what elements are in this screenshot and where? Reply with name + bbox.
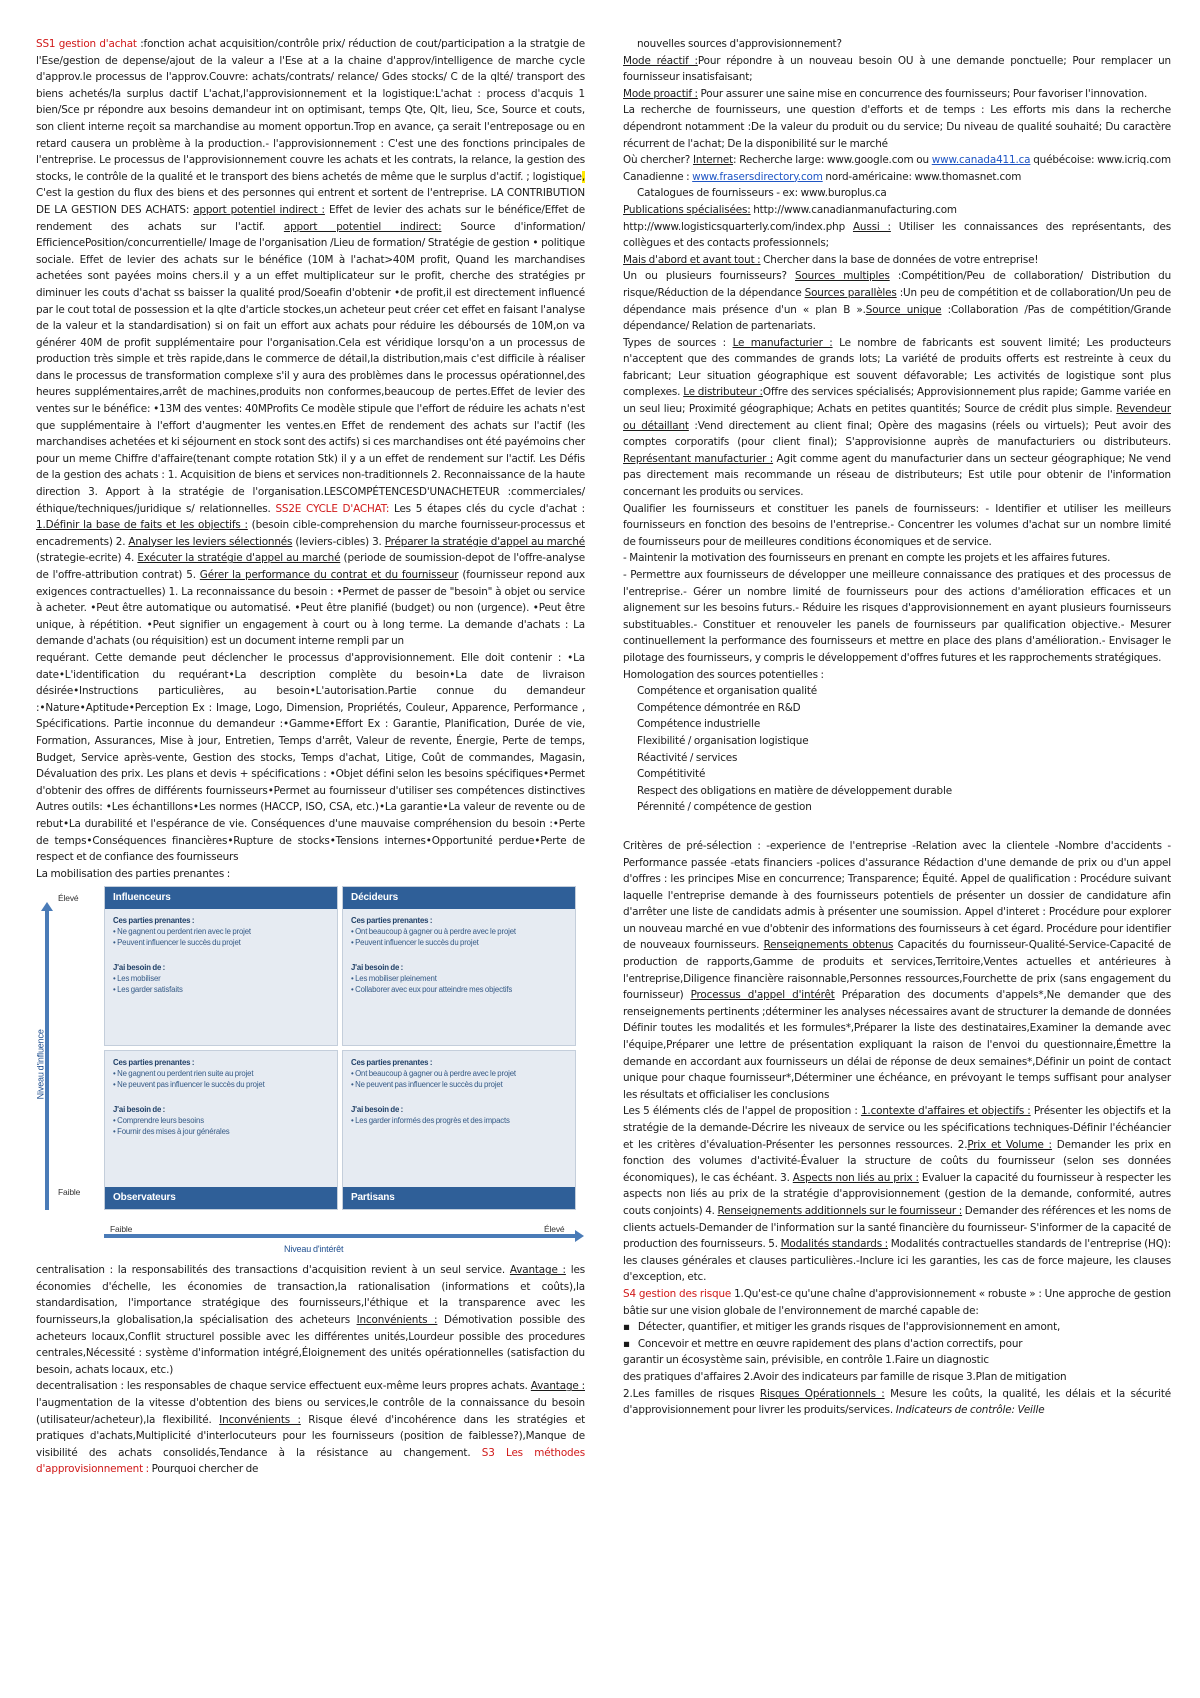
step-4: Exécuter la stratégie d'appel au marché xyxy=(137,552,341,565)
homologation-list xyxy=(623,683,1171,816)
quadrant-partisans: Ces parties prenantes : • Ont beaucoup à gagner ou à perdre avec le projet • Ne peuvent pas influencer le succès du projet J'ai besoin de : • Les garder informés des progrès et des impacts Partisans xyxy=(342,1050,576,1210)
list-item: Flexibilité / organisation logistique xyxy=(637,734,809,747)
x-high-label: Élevé xyxy=(544,1224,565,1235)
mode-reactif: Mode réactif : xyxy=(623,54,698,67)
link-frasers[interactable]: www.frasersdirectory.com xyxy=(692,170,823,183)
section-heading-s4: S4 gestion des risque xyxy=(623,1287,732,1300)
stakeholder-matrix xyxy=(34,886,586,1256)
list-item: ▪ Détecter, quantifier, et mitiger les grands risques de l'approvisionnement en amont, xyxy=(623,1321,1061,1334)
quadrant-title: Décideurs xyxy=(343,887,575,909)
quadrant-observateurs: Ces parties prenantes : • Ne gagnent ou perdent rien suite au projet • Ne peuvent pas influencer le succès du projet J'ai besoin de : • Comprendre leurs besoins • Fournir des mises à jour générales Observateurs xyxy=(104,1050,338,1210)
quadrant-title: Influenceurs xyxy=(105,887,337,909)
y-axis-title: Niveau d'influence xyxy=(35,1029,46,1100)
paragraph-mobilisation: La mobilisation des parties prenantes : xyxy=(36,867,231,880)
mode-proactif: Mode proactif : xyxy=(623,87,698,100)
step-2: Analyser les leviers sélectionnés xyxy=(128,535,293,548)
list-item: Pérennité / compétence de gestion xyxy=(637,801,812,814)
y-high-label: Élevé xyxy=(58,893,79,904)
link-canada411[interactable]: www.canada411.ca xyxy=(931,154,1031,167)
paragraph-demande: requérant. Cette demande peut déclencher le processus d'approvisionnement. Elle doit contenir : •La date•L'identification du requérant•La description complète du besoin•La date de livraison désirée•Instructions particulières, au besoin•L'autorisation.Partie connue du demandeur :•Nature•Aptitude•Perception Ex : Image, Logo, Dimension, Propriétés, Couleur, Apparence, Performance , Spécifications. Partie inconnue du demandeur :•Gamme•Effort Ex : Garantie, Planification, Durée de vie, Formation, Assurances, Mise à jour, Entretien, Temps d'arrêt, Valeur de revente, Énergie, Perte de temps, Budget, Service après-vente, Gestion des stocks, Temps d'achat, Litige, Coût de commandes, Magasin, Dévaluation des prix. Les plans et devis + spécifications : •Objet défini selon les besoins spécifiques•Permet d'obtenir des offres de différents fournisseurs•Permet au fournisseur d'utiliser ses compétences distinctives Autres outils: •Les échantillons•Les normes (HACCP, ISO, CSA, etc.)•La garantie•La valeur de revente ou de rebut•La durabilité et l'espérance de vie. Conséquences d'une mauvaise compréhension du besoin :•Perte de temps•Conséquences financières•Rupture de stocks•Tensions internes•Opportunité perdue•Perte de respect et de confiance des fournisseurs xyxy=(36,651,585,864)
paragraph-decentralisation: decentralisation : les responsables de chaque service effectuent eux-même leurs propres achats. Avantage : l'augmentation de la vitesse d'obtention des biens ou services,le contrôle de la connaissance du besoin (utilisateur/acheteur),la flexibilité. Inconvénients : Risque élevé d'incohérence dans les stratégies et pratiques d'achats,Multiplicité d'interlocuteurs pour les fournisseurs (position de faiblesse?),Manque de visibilité des achats consolidés,Tendance à la résistance au changement. S3 Les méthodes d'approvisionnement : Pourquoi chercher de xyxy=(36,1380,586,1476)
quadrant-title: Observateurs xyxy=(105,1187,337,1209)
section-heading-s3: S3 Les méthodes d'approvisionnement : xyxy=(36,1446,585,1476)
highlight-mark: , xyxy=(581,170,585,183)
quadrant-decideurs: Décideurs Ces parties prenantes : • Ont beaucoup à gagner ou à perdre avec le projet • Peuvent influencer le succès du projet J'ai besoin de : • Les mobiliser pleinement • Collaborer avec eux pour atteindre mes objectifs xyxy=(342,886,576,1046)
left-column xyxy=(36,36,585,1478)
list-item: Compétence et organisation qualité xyxy=(637,685,818,698)
list-item: Compétence démontrée en R&D xyxy=(637,701,801,714)
right-column: nouvelles sources d'approvisionnement? Mode réactif :Pour répondre à un nouveau besoin OU à une demande ponctuelle; Pour remplacer un fournisseur insatisfaisant; Mode proactif : Pour assurer une saine mise en concurrence des fournisseurs; Pour favoriser l'innovation. La recherche de fournisseurs, une question d'efforts et de temps : Les efforts mis dans la recherche dépendront notamment :De la valeur du produit ou du service; Du niveau de qualité souhaité; Du caractère récurrent de l'achat; De la disponibilité sur le marché Où chercher? Internet: Recherche large: www.google.com ou www.canada411.ca québécoise: www.icriq.com Canadienne : www.frasersdirectory.com nord-américaine: www.thomasnet.com Catalogues de fournisseurs - ex: www.buroplus.ca Publications spécialisées: http://www.canadianmanufacturing.com http://www.logisticsquarterly.com/index.php Aussi : Utiliser les connaissances des représentants, des collègues et des contacts professionnels; Mais d'abord et avant tout : Chercher dans la base de données de votre entreprise! Un ou plusieurs fournisseurs? Sources multiples :Compétition/Peu de collaboration/ Distribution du risque/Réduction de la dépendance Sources parallèles :Un peu de compétition et de collaboration/Un peu de dépendance mais présence d'un « plan B ».Source unique :Collaboration /Pas de compétition/Grande dépendance/ Relation de partenariats. Types de sources : Le manufacturier : Le nombre de fabricants est souvent limité; Les producteurs n'acceptent que des commandes de grands lots; La variété de produits offerts est restreinte à ceux du fabricant; Leur situation géographique est souvent défavorable; Les activités de logistique sont plus complexes. Le distributeur :Offre des services spécialisés; Approvisionnement plus rapide; Gamme variée en un seul lieu; Proximité géographique; Achats en petites quantités; Source de crédit plus simple. Revendeur ou détaillant :Vend directement au client final; Opère des magasins (réels ou virtuels); Peut avoir des comptes corporatifs (pour client final); S'approvisionne auprès de manufacturiers ou distributeurs. Représentant manufacturier : Agit comme agent du manufacturier dans un secteur géographique; Ne vend pas directement mais recommande un réseau de distributeurs; Est utile pour obtenir de l'information concernant les produits ou services. Qualifier les fournisseurs et constituer les panels de fournisseurs: - Identifier et utiliser les meilleurs fournisseurs en fonction des besoins de l'entreprise.- Concentrer les volumes d'achat sur un nombre limité de fournisseurs pour de meilleures conditions économiques et de service. - Maintenir la motivation des fournisseurs en prenant en compte les projets et les affaires futures. - Permettre aux fournisseurs de développer une meilleure connaissance des pratiques et des processus de l'entreprise.- Gérer un nombre limité de fournisseurs pour des actions d'amélioration efficaces et un alignement sur les besoins futurs.- Réduire les risques d'approvisionnement en ayant plusieurs fournisseurs substituables.- Constituer et renouveler les panels de fournisseurs par qualification objective.- Mesurer continuellement la performance des fournisseurs et mettre en place des plans d'amélioration.- Envisager le pilotage des fournisseurs, y compris le développement d'offres futures et les rapprochements stratégiques. Homologation des sources potentielles : Compétence et organisation qualité Compétence démontrée en R&D Compétence industrielle Flexibilité / organisation logistique Réactivité / services Compétitivité Respect des obligations en matière de développement durable Pérennité / compétence de gestion Critères de pré-sélection : -experience de l'entreprise -Relation avec la clientele -Nombre d'accidents -Performance passée -etats financiers -polices d'assurance Rédaction d'une demande de prix ou d'un appel d'offres : les principes Mise en concurrence; Transparence; Équité. Appel de qualification : Procédure suivant laquelle l'entreprise demande à des fournisseurs potentiels de présenter un dossier de candidature afin d'arrêter une liste de candidats admis à présenter une soumission. Appel d'interet : Procédure pour explorer un nouveau marché en vue d'obtenir des informations des fournisseurs à cet égard. Procédure pour identifier de nouveaux fournisseurs. Renseignements obtenus Capacités du fournisseur-Qualité-Service-Capacité de production de rapports,Gamme de produits et services,Territoire,Ventes actuelles et antérieures à l'entreprise,Diligence financière raisonnable,Personnes ressources,Fourchette de prix (sans engagement du fournisseur) Processus d'appel d'intérêt Préparation des documents d'appels*,Ne demander que des renseignements pertinents ;déterminer les analyses nécessaires avant de structurer la demande de données Définir toutes les modalités et les formules*,Préparer la liste des destinataires,Examiner la demande avec l'équipe,Préparer une lettre de présentation expliquant la raison de l'envoi du questionnaire,Émettre la demande en accordant aux fournisseurs un délai de réponse de deux semaines*,Définir un point de contact unique pour chaque fournisseur*,Déterminer une échéance, en prévoyant le temps suffisant pour analyser les résultats et officialiser les conclusions Les 5 éléments clés de l'appel de proposition : 1.contexte d'affaires et objectifs : Présenter les objectifs et la stratégie de la demande-Décrire les niveaux de service ou les spécifications techniques-Définir l'échéancier et les critères d'évaluation-Présenter les personnes ressources. 2.Prix et Volume : Demander les prix en fonction des volumes d'activité-Évaluer la structure de coûts du fournisseur (selon ses données économiques), le cas échéant. 3. Aspects non liés au prix : Evaluer la capacité du fournisseur à respecter les aspects non liés au prix de la stratégie d'approvisionnement (gestion de la demande, conformité, autres couts conjoints) 4. Renseignements additionnels sur le fournisseur : Demander des références et les noms de clients actuels-Demander de l'information sur la santé financière du fournisseur- S'informer de la capacité de production des fournisseurs. 5. Modalités standards : Modalités contractuelles standards de l'entreprise (HQ): les clauses générales et clauses particulières.-Inclure ici les garanties, les cas de force majeure, les clauses d'exception, etc. S4 gestion des risque 1.Qu'est-ce qu'une chaîne d'approvisionnement « robuste » : Une approche de gestion bâtie sur une vision globale de l'environnement de marché capable de: ▪ Détecter, quantifier, et mitiger les grands risques de l'approvisionnement en amont, ▪ Concevoir et mettre en œuvre rapidement des plans d'action correctifs, pour garantir un écosystème sain, prévisible, en contrôle 1.Faire un diagnostic des pratiques d'affaires 2.Avoir des indicateurs par famille de risque 3.Plan de mitigation 2.Les familles de risques Risques Opérationnels : Mesure les coûts, la qualité, les délais et la sécurité d'approvisionnement pour livrer les produits/services. Indicateurs de contrôle: Veille xyxy=(623,38,1172,1417)
step-5: Gérer la performance du contrat et du fournisseur xyxy=(199,569,459,581)
x-low-label: Faible xyxy=(110,1224,133,1235)
list-item: ▪ Concevoir et mettre en œuvre rapidement des plans d'action correctifs, pour xyxy=(623,1337,1023,1350)
list-item: Compétitivité xyxy=(637,768,706,781)
quadrant-title: Partisans xyxy=(343,1187,575,1209)
x-axis-arrow xyxy=(104,1234,576,1238)
paragraph-centralisation: centralisation : la responsabilités des transactions d'acquisition revient à un seul service. Avantage : les économies d'échelle, les économies de transaction,la rationalisation (informations et coûts),la standardisation, l'importance stratégique des fournisseurs,l'éthique et la transparence avec les fournisseurs,la globalisation,la spécialisation des acheteurs Inconvénients : Démotivation possible des acheteurs locaux,Conflit structurel possible avec les différentes unités,Lourdeur possible des procedures centrales,Nécessité : système d'information intégré,Éloignement des unités opérationnelles (satisfaction du besoin, achats locaux, etc.) xyxy=(36,1264,585,1376)
term-apport-1: apport potentiel indirect : xyxy=(193,203,325,216)
step-3: Préparer la stratégie d'appel au marché xyxy=(384,535,586,548)
term-apport-2: apport potentiel indirect: xyxy=(283,220,442,233)
step-1: 1.Définir la base de faits et les objectifs : xyxy=(36,519,248,532)
paragraph-achat: SS1 gestion d'achat :fonction achat acquisition/contrôle prix/ réduction de cout/participation a la stratgie de l'Ese/gestion de depense/ajout de la valeur a l'Ese at a la chaine d'approv/intelligence de marche cycle d'approv.le processus de l'approv.Couvre: achats/contrats/ relance/ Gdes stocks/ C de la qlté/ transport des biens achetés/la surplus dactif L'achat,l'approvisionnement et la logistique:L'achat : process d'acquis 1 bien/Sce pr répondre aux besoins demandeur int on optimisant, temps Qte, Qlt, lieu, Sce, Source et couts, son client interne reçoit sa marchandise au moment opportun.Trop en avance, ça serait l'entreposage ou en retard causera un problème à la production.- l'approvisionnement : C'est une des fonctions principales de l'entreprise. Le processus de l'approvisionnement couvre les achats et les contrats, la relance, la gestion des stocks, le contrôle de la qualité et le transport des biens achetés de même que le surplus d'actif. ; logistique, C'est la gestion du flux des biens et des personnes qui entrent et sortent de l'entreprise. LA CONTRIBUTION DE LA GESTION DES ACHATS: apport potentiel indirect : Effet de levier des achats sur le bénéfice/Effet de rendement des achats sur l'actif. apport potentiel indirect: Source d'information/ EfficiencePosition/concurrentielle/ Image de l'organisation /Lieu de formation/ Stratégie de gestion • politique sociale. Effet de levier des achats sur le bénéfice (10M à l'achat>40M profit, Quand les marchandises achetées sont payées moins chers.il y a un effet multiplicateur sur le profit, cherche des stratégies pr diminuer les couts d'achat ss baisser la qualité prod/Soeafin d'obtenir •de profit,il est directement influencé par le cout total de possession et la qlte d'article stockes,un acheteur peut créer cet effet en faisant l'analyse de la valeur et la standardisation) si on fait un effort aux achats pour réduire les déboursés de 10M,on va générer 40M de profit supplémentaire pour l'organisation.Cela est véridique lorsqu'on a un processus de production très simple et très rapide,dans le commerce de détail,la distribution,mais c'est difficile à réaliser dans le processus de transformation complexe s'il y aura des problèmes dans le processus opérationnel,des heures supplémentaires,arrêt de machines,produits non conformes,beaucoup de pertes.Effet de levier des ventes sur le bénéfice: •13M des ventes: 40MProfits Ce modèle stipule que l'effort de réduire les achats n'est que supplémentaire à l'effort d'augmenter les ventes.en Effet de rendement des achats sur l'actif (les marchandises achetées et ki séjournent en stock sont des actifs) si ces marchandises ont été payémoins cher pour un meme Chiffre d'affaire(tenant compte rotation Stk) il y a un effet de rendement sur l'actif. Les Défis de la gestion des achats : 1. Acquisition de biens et services non-traditionnels 2. Reconnaissance de la haute direction 3. Apport à la stratégie de l'organisation.LESCOMPÉTENCESD'UNACHETEUR :commerciales/éthique/techniques/juridique s/ relationnelles. SS2E CYCLE D'ACHAT: Les 5 étapes clés du cycle d'achat : 1.Définir la base de faits et les objectifs : (besoin cible-comprehension du marche fournisseur-processus et encadrements) 2. Analyser les leviers sélectionnés (leviers-cibles) 3. Préparer la stratégie d'appel au marché (strategie-ecrite) 4. Exécuter la stratégie d'appel au marché (periode de soumission-depot de l'offre-analyse de l'offre-attribution contrat) 5. Gérer la performance du contrat et du fournisseur (fournisseur repond aux exigences contractuelles) 1. La reconnaissance du besoin : •Permet de passer de "besoin" à objet ou service à acheter. •Peut être automatique ou automatisé. •Peut être planifié (budget) ou non (urgence). •Peut être unique, à répétition. •Peut signifier un engagement à court ou à long terme. La demande d'achats : La demande d'achats (ou réquisition) est un document interne rempli par un xyxy=(36,38,586,648)
section-heading-ss1: SS1 gestion d'achat xyxy=(36,38,137,50)
list-item: Respect des obligations en matière de développement durable xyxy=(637,784,952,797)
quadrant-influenceurs: Influenceurs Ces parties prenantes : • Ne gagnent ou perdent rien avec le projet • Peuvent influencer le succès du projet J'ai besoin de : • Les mobiliser • Les garder satisfaits xyxy=(104,886,338,1046)
section-heading-ss2: SS2E CYCLE D'ACHAT: xyxy=(275,502,390,515)
x-axis-title: Niveau d'intérêt xyxy=(284,1244,344,1255)
list-item: Réactivité / services xyxy=(637,751,738,764)
list-item: Compétence industrielle xyxy=(637,718,761,731)
y-low-label: Faible xyxy=(58,1187,81,1198)
